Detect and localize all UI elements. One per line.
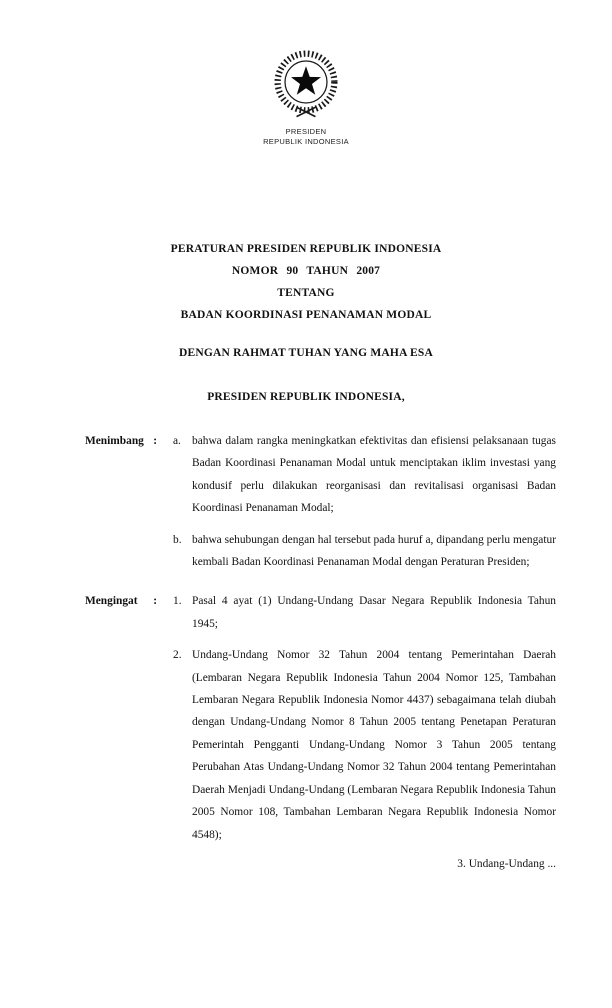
letterhead-line1: PRESIDEN <box>285 127 327 136</box>
section-label-text: Menimbang <box>85 435 144 447</box>
clause-text: bahwa dalam rangka meningkatkan efektivitas dan efisiensi pelaksanaan tugas Badan Koordinasi Penanaman Modal untuk menciptakan iklim investasi yang kondusif perlu dilakukan reorganisasi dan revitalisasi organisasi Badan Koordinasi Penanaman Modal; <box>192 435 556 515</box>
letterhead <box>0 0 612 146</box>
title-regulation: PERATURAN PRESIDEN REPUBLIK INDONESIA <box>170 243 442 255</box>
title-subject: BADAN KOORDINASI PENANAMAN MODAL <box>180 309 432 321</box>
section-label <box>85 430 173 452</box>
title-issuer: PRESIDEN REPUBLIK INDONESIA, <box>207 391 405 403</box>
title-invocation: DENGAN RAHMAT TUHAN YANG MAHA ESA <box>179 347 433 359</box>
clause-text: Pasal 4 ayat (1) Undang-Undang Dasar Negara Republik Indonesia Tahun 1945; <box>192 595 556 630</box>
document-body <box>85 430 556 875</box>
clause-1 <box>173 590 556 635</box>
title-tentang: TENTANG <box>277 287 335 299</box>
section-items <box>173 430 556 573</box>
clause-marker: 1. <box>173 595 182 608</box>
clause-marker: 2. <box>173 649 182 662</box>
clause-marker: a. <box>173 435 181 447</box>
title-block <box>0 238 612 408</box>
section-label-colon: : <box>153 595 157 608</box>
clause-text: bahwa sehubungan dengan hal tersebut pada huruf a, dipandang perlu mengatur kembali Badan Koordinasi Penanaman Modal dengan Peraturan Presiden; <box>192 533 556 569</box>
letterhead-line2: REPUBLIK INDONESIA <box>263 136 349 146</box>
clause-a <box>173 430 556 520</box>
clause-b <box>173 529 556 574</box>
section-items <box>173 590 556 845</box>
clause-marker: b. <box>173 533 182 546</box>
section-mengingat <box>85 590 556 845</box>
page-catchword: 3. Undang-Undang ... <box>457 857 556 870</box>
section-menimbang <box>85 430 556 573</box>
section-label-colon: : <box>153 435 157 447</box>
clause-2 <box>173 644 556 846</box>
section-label-text: Mengingat <box>85 595 138 608</box>
letterhead-caption <box>0 127 612 146</box>
section-label <box>85 590 173 612</box>
presidential-star-emblem-icon <box>264 40 348 124</box>
title-number: NOMOR 90 TAHUN 2007 <box>231 265 381 277</box>
clause-text: Undang-Undang Nomor 32 Tahun 2004 tentang Pemerintahan Daerah (Lembaran Negara Republik Indonesia Tahun 2004 Nomor 125, Tambahan Lembaran Negara Republik Indonesia Nomor 4437) sebagaimana telah diubah dengan Undang-Undang Nomor 8 Tahun 2005 tentang Penetapan Peraturan Pemerintah Pengganti Undang-Undang Nomor 3 Tahun 2005 tentang Perubahan Atas Undang-Undang Nomor 32 Tahun 2004 tentang Pemerintahan Daerah Menjadi Undang-Undang (Lembaran Negara Republik Indonesia Tahun 2005 Nomor 108, Tambahan Lembaran Negara Republik Indonesia Nomor 4548); <box>192 649 556 841</box>
